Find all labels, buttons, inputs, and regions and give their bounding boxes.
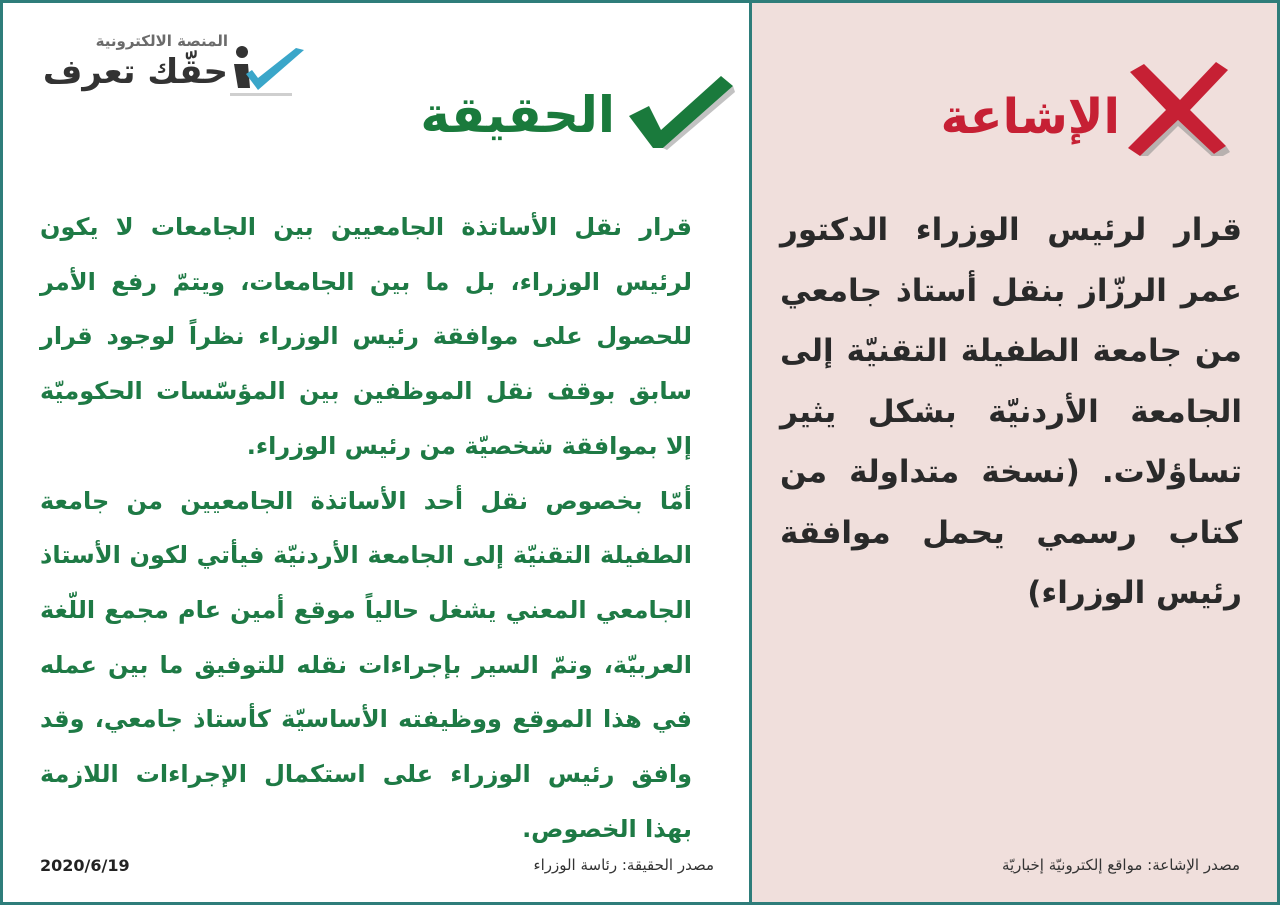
truth-paragraph: قرار نقل الأساتذة الجامعيين بين الجامعات لا يكون لرئيس الوزراء، بل ما بين الجامعات، ويتمّ رفع الأمر للحصول على موافقة رئيس الوزراء نظراً لوجود قرار سابق بوقف نقل الموظفين بين المؤسّسات الحكوميّة إلا بموافقة شخصيّة من رئيس الوزراء. [40, 213, 692, 460]
truth-source: مصدر الحقيقة: رئاسة الوزراء [533, 856, 714, 874]
truth-paragraph: أمّا بخصوص نقل أحد الأساتذة الجامعيين من جامعة الطفيلة التقنيّة إلى الجامعة الأردنيّة فيأتي لكون الأستاذ الجامعي المعني يشغل حالياً موقع أمين عام مجمع اللّغة العربيّة، وتمّ السير بإجراءات نقله للتوفيق ما بين عمله في هذا الموقع ووظيفته الأساسيّة كأستاذ جامعي، وقد وافق رئيس الوزراء على استكمال الإجراءات اللازمة بهذا الخصوص. [40, 486, 692, 843]
truth-body [40, 200, 692, 856]
logo [30, 28, 310, 103]
rumor-heading [900, 60, 1240, 160]
rumor-body: قرار لرئيس الوزراء الدكتور عمر الرزّاز بنقل أستاذ جامعي من جامعة الطفيلة التقنيّة إلى الجامعة الأردنيّة بشكل يثير تساؤلات. (نسخة متداولة من كتاب رسمي يحمل موافقة رئيس الوزراء) [780, 212, 1242, 611]
x-mark-icon [1120, 60, 1235, 156]
logo-name: حقّك تعرف [42, 52, 228, 92]
rumor-source: مصدر الإشاعة: مواقع إلكترونيّة إخباريّة [1001, 856, 1240, 874]
check-person-icon [228, 38, 308, 100]
truth-title: الحقيقة [420, 86, 615, 144]
publish-date: 2020/6/19 [40, 856, 130, 875]
logo-subtitle: المنصة الالكترونية [95, 32, 228, 50]
rumor-title: الإشاعة [940, 89, 1120, 145]
check-mark-icon [625, 72, 735, 150]
truth-heading [400, 72, 740, 152]
